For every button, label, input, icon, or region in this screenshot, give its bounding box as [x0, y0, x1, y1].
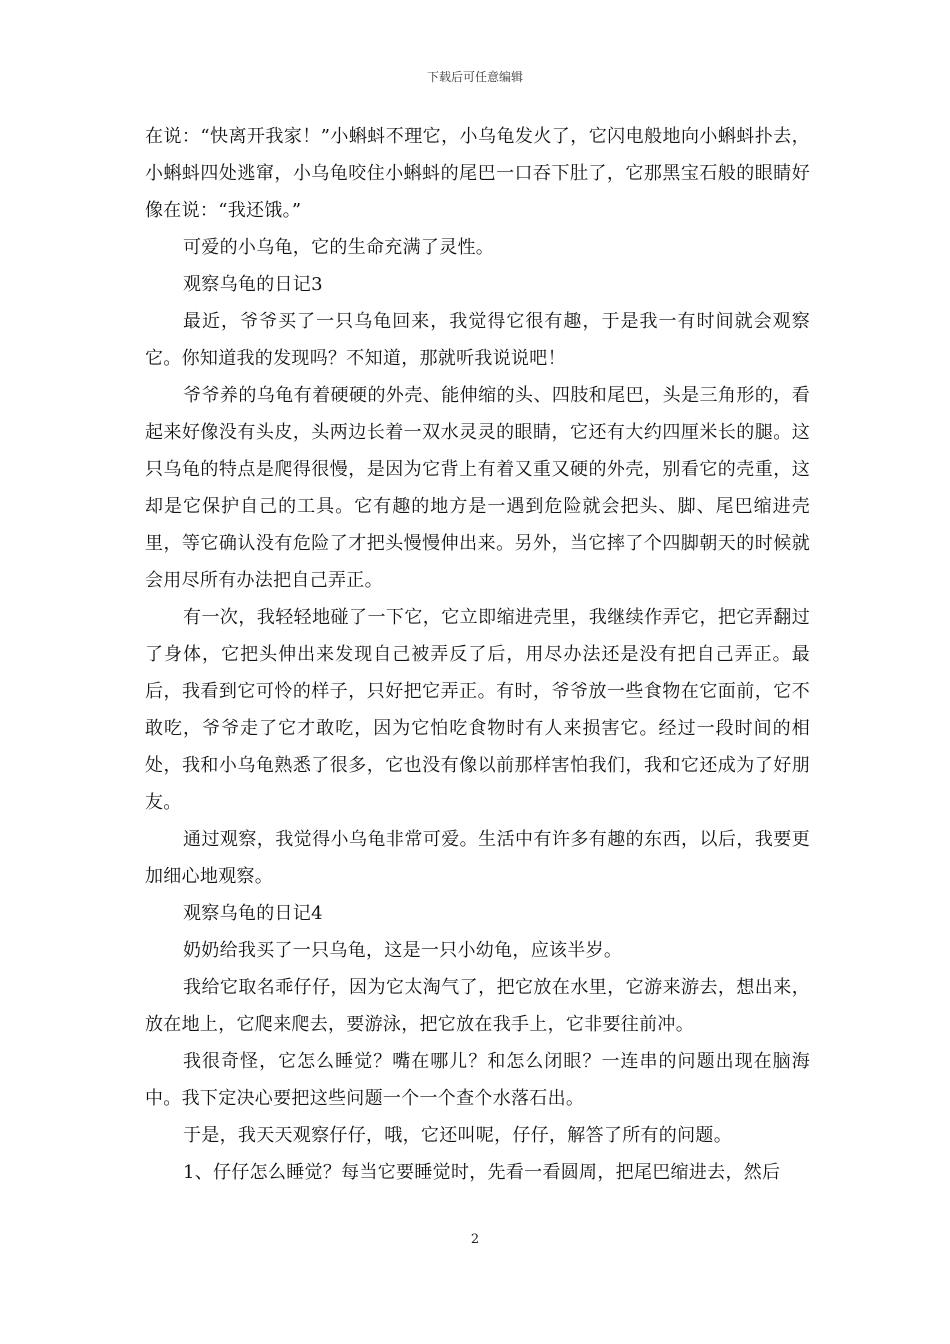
- paragraph: 我很奇怪，它怎么睡觉？嘴在哪儿？和怎么闭眼？一连串的问题出现在脑海中。我下定决心要把这些问题一个一个查个水落石出。: [145, 1051, 810, 1109]
- paragraph: 可爱的小乌龟，它的生命充满了灵性。: [183, 237, 495, 258]
- section-heading: 观察乌龟的日记3: [183, 274, 323, 295]
- page-number: 2: [470, 1232, 480, 1247]
- paragraph: 有一次，我轻轻地碰了一下它，它立即缩进壳里，我继续作弄它，把它弄翻过了身体，它把头伸出来发现自己被弄反了后，用尽办法还是没有把自己弄正。最后，我看到它可怜的样子，只好把它弄正。有时，爷爷放一些食物在它面前，它不敢吃，爷爷走了它才敢吃，因为它怕吃食物时有人来损害它。经过一段时间的相处，我和小乌龟熟悉了很多，它也没有像以前那样害怕我们，我和它还成为了好朋友。: [145, 607, 810, 813]
- document-body: [145, 118, 810, 1191]
- section-heading: 观察乌龟的日记4: [183, 903, 323, 924]
- paragraph: 最近，爷爷买了一只乌龟回来，我觉得它很有趣，于是我一有时间就会观察它。你知道我的发现吗？不知道，那就听我说说吧！: [145, 311, 810, 369]
- page-header: 下载后可任意编辑: [426, 70, 523, 84]
- paragraph: 我给它取名乖仔仔，因为它太淘气了，把它放在水里，它游来游去，想出来，放在地上，它爬来爬去，要游泳，把它放在我手上，它非要往前冲。: [145, 977, 810, 1035]
- paragraph: 爷爷养的乌龟有着硬硬的外壳、能伸缩的头、四肢和尾巴，头是三角形的，看起来好像没有头皮，头两边长着一双水灵灵的眼睛，它还有大约四厘米长的腿。这只乌龟的特点是爬得很慢，是因为它背上有着又重又硬的外壳，别看它的壳重，这却是它保护自己的工具。它有趣的地方是一遇到危险就会把头、脚、尾巴缩进壳里，等它确认没有危险了才把头慢慢伸出来。另外，当它摔了个四脚朝天的时候就会用尽所有办法把自己弄正。: [145, 385, 810, 591]
- paragraph: 1、仔仔怎么睡觉？每当它要睡觉时，先看一看圆周，把尾巴缩进去，然后: [183, 1162, 781, 1183]
- paragraph: 通过观察，我觉得小乌龟非常可爱。生活中有许多有趣的东西，以后，我要更加细心地观察。: [145, 829, 810, 887]
- paragraph: 在说：“快离开我家！”小蝌蚪不理它，小乌龟发火了，它闪电般地向小蝌蚪扑去，小蝌蚪四处逃窜，小乌龟咬住小蝌蚪的尾巴一口吞下肚了，它那黑宝石般的眼睛好像在说：“我还饿。”: [145, 126, 810, 221]
- paragraph: 于是，我天天观察仔仔，哦，它还叫呢，仔仔，解答了所有的问题。: [183, 1125, 732, 1146]
- paragraph: 奶奶给我买了一只乌龟，这是一只小幼龟，应该半岁。: [183, 940, 623, 961]
